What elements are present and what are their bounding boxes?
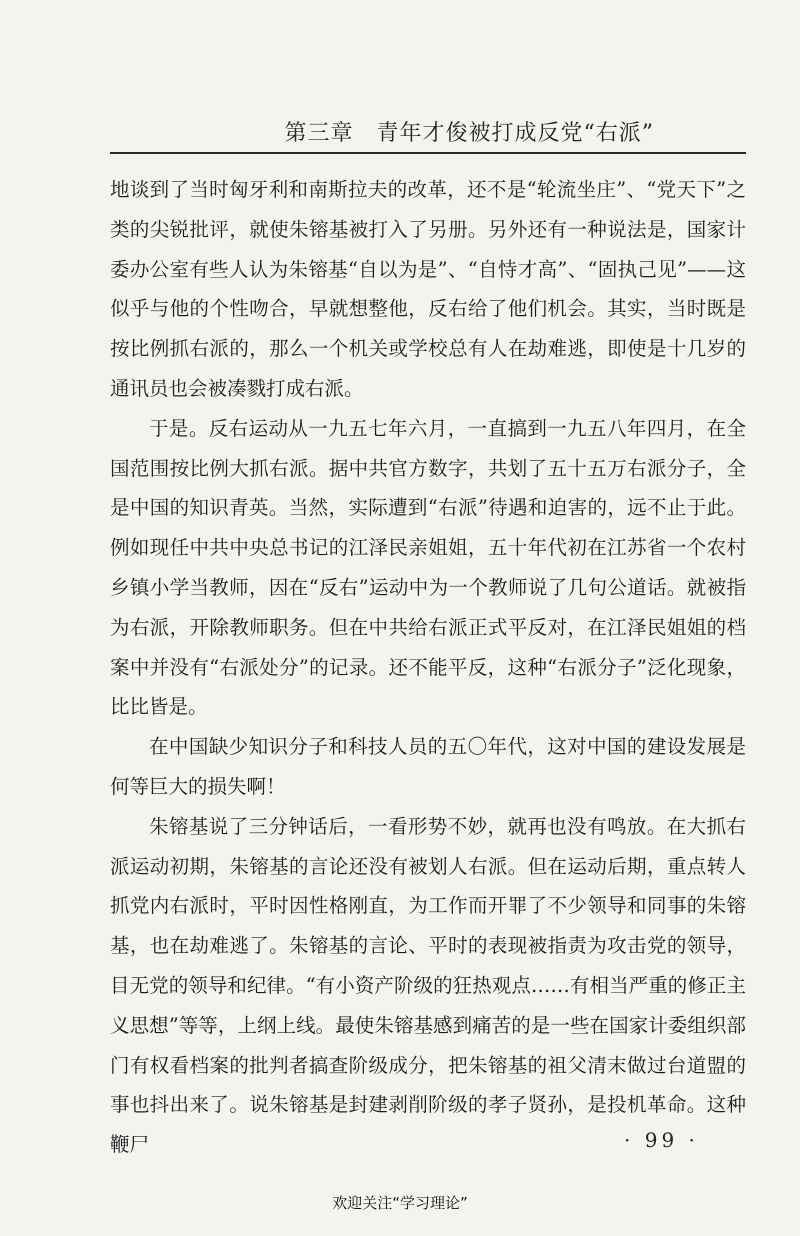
paragraph: 于是。反右运动从一九五七年六月，一直搞到一九五八年四月，在全国范围按比例大抓右派。据中共官方数字，共划了五十五万右派分子，全是中国的知识青英。当然，实际遭到“右派”待遇和迫害的，远不止于此。例如现任中共中央总书记的江泽民亲姐姐，五十年代初在江苏省一个农村乡镇小学当教师，因在“反右”运动中为一个教师说了几句公道话。就被指为右派，开除教师职务。但在中共给右派正式平反对，在江泽民姐姐的档案中并没有“右派处分”的记录。还不能平反，这种“右派分子”泛化现象，比比皆是。 bbox=[110, 416, 746, 719]
footer-note: 欢迎关注“学习理论” bbox=[332, 1194, 468, 1212]
running-header bbox=[110, 112, 746, 154]
paragraph: 地谈到了当时匈牙利和南斯拉夫的改革，还不是“轮流坐庄”、“党天下”之类的尖锐批评，就使朱镕基被打入了另册。另外还有一种说法是，国家计委办公室有些人认为朱镕基“自以为是”、“自恃才高”、“固执己见”——这似乎与他的个性吻合，早就想整他，反右给了他们机会。其实，当时既是按比例抓右派的，那么一个机关或学校总有人在劫难逃，即使是十几岁的通讯员也会被凑戮打成右派。 bbox=[110, 178, 746, 400]
body-text bbox=[110, 170, 746, 1165]
page-number: · 99 · bbox=[624, 1128, 699, 1152]
chapter-title: 第三章 青年才俊被打成反党“右派” bbox=[284, 121, 654, 146]
paragraph: 朱镕基说了三分钟话后，一看形势不妙，就再也没有鸣放。在大抓右派运动初期，朱镕基的言论还没有被划人右派。但在运动后期，重点转人抓党内右派时，平时因性格刚直，为工作而开罪了不少领导和同事的朱镕基，也在劫难逃了。朱镕基的言论、平时的表现被指责为攻击党的领导，目无党的领导和纪律。“有小资产阶级的狂热观点……有相当严重的修正主义思想”等等，上纲上线。最使朱镕基感到痛苦的是一些在国家计委组织部门有权看档案的批判者搞查阶级成分，把朱镕基的祖父清末做过台道盟的事也抖出来了。说朱镕基是封建剥削阶级的孝子贤孙，是投机革命。这种鞭尸 bbox=[110, 814, 746, 1157]
paragraph: 在中国缺少知识分子和科技人员的五〇年代，这对中国的建设发展是何等巨大的损失啊！ bbox=[110, 735, 746, 798]
